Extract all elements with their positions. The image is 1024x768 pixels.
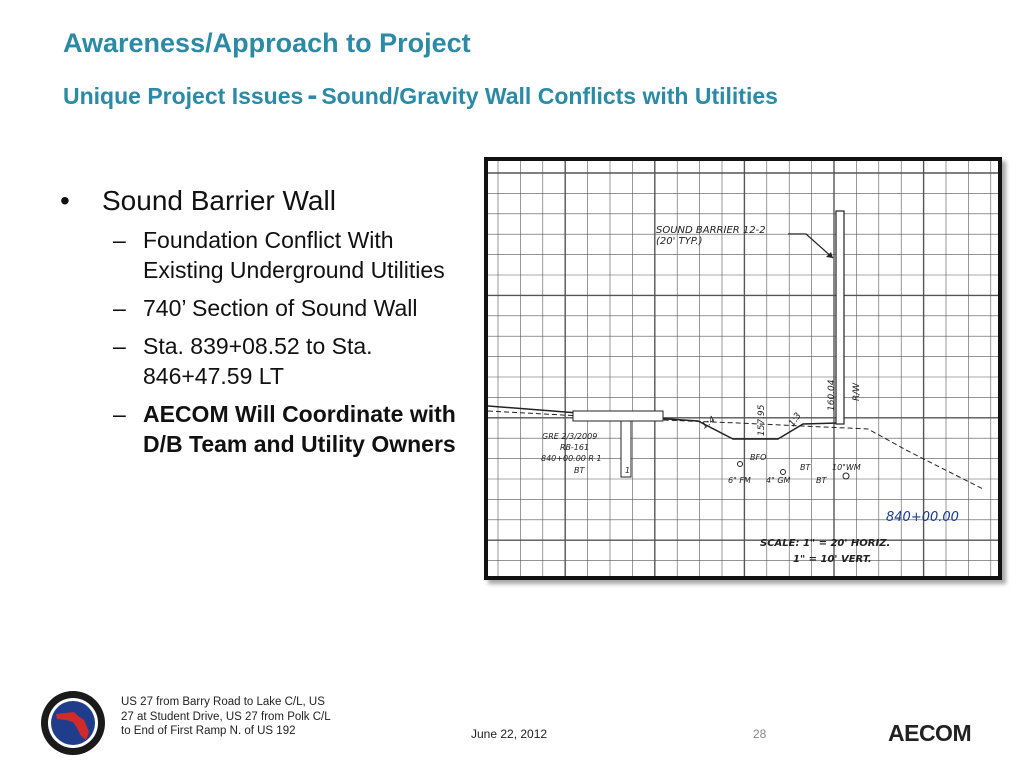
sub-bullet-text: AECOM Will Coordinate with D/B Team and Utility Owners	[143, 401, 456, 457]
scale-label: SCALE: 1" = 20' HORIZ.	[760, 538, 891, 549]
ledge-box	[573, 411, 663, 421]
cross-section-drawing	[484, 157, 1002, 580]
boring-label: 840+00.00 R 1	[541, 454, 602, 463]
slide-subtitle	[63, 78, 778, 112]
bullet-heading-text: Sound Barrier Wall	[102, 185, 336, 216]
boring-label: BT	[574, 466, 585, 475]
aecom-logo: AECOM	[888, 720, 972, 746]
sub-bullet-marker: –	[113, 333, 126, 359]
bullet-marker: •	[60, 185, 70, 216]
callout-label: (20' TYP.)	[656, 236, 703, 247]
drawing-canvas	[488, 161, 998, 576]
fdot-seal-icon	[40, 690, 106, 756]
subtitle-dash: -	[307, 79, 318, 112]
sub-bullet	[58, 331, 478, 391]
sub-bullet	[58, 399, 478, 459]
elevation-label: 157.95	[757, 404, 767, 436]
slide-title: Awareness/Approach to Project	[63, 28, 471, 58]
subtitle-left: Unique Project Issues	[63, 83, 304, 109]
utility-label: 10"WM	[832, 463, 861, 472]
sub-bullet-marker: –	[113, 401, 126, 427]
slope-label: 1:4	[699, 414, 718, 432]
boring-marker: 1	[625, 466, 631, 475]
elevation-label: 160.04	[827, 379, 837, 411]
utility-label: 4" GM	[766, 476, 791, 485]
sub-bullet	[58, 293, 478, 323]
utility-label: BT	[800, 463, 811, 472]
subtitle-right: Sound/Gravity Wall Conflicts with Utilities	[321, 83, 778, 109]
sub-bullet-text: Sta. 839+08.52 to Sta. 846+47.59 LT	[143, 333, 373, 389]
footer-route-text: US 27 from Barry Road to Lake C/L, US 27 at Student Drive, US 27 from Polk C/L to End of First Ramp N. of US 192	[121, 696, 331, 737]
station-label: 840+00.00	[886, 510, 959, 525]
utility-label: 6" FM	[728, 476, 751, 485]
scale-label: 1" = 10' VERT.	[793, 554, 872, 565]
sub-bullet	[58, 225, 478, 285]
rw-label: R/W	[852, 382, 862, 401]
boring-label: GRE 2/3/2009	[542, 432, 598, 441]
slope-label: 1:3	[787, 411, 804, 429]
bullet-heading	[58, 185, 478, 217]
sound-wall-post	[836, 211, 844, 424]
sub-bullet-marker: –	[113, 295, 126, 321]
callout-label: SOUND BARRIER 12-2	[656, 225, 766, 236]
utility-label: BFO	[750, 453, 767, 462]
page-number: 28	[753, 727, 767, 741]
sub-bullet-text: Foundation Conflict With Existing Underground Utilities	[143, 227, 445, 283]
sub-bullet-marker: –	[113, 227, 126, 253]
bullet-list	[58, 185, 478, 459]
utility-label: BT	[816, 476, 827, 485]
boring-label: RB-161	[560, 443, 590, 452]
sub-bullet-text: 740’ Section of Sound Wall	[143, 295, 418, 321]
footer-date: June 22, 2012	[471, 727, 548, 741]
